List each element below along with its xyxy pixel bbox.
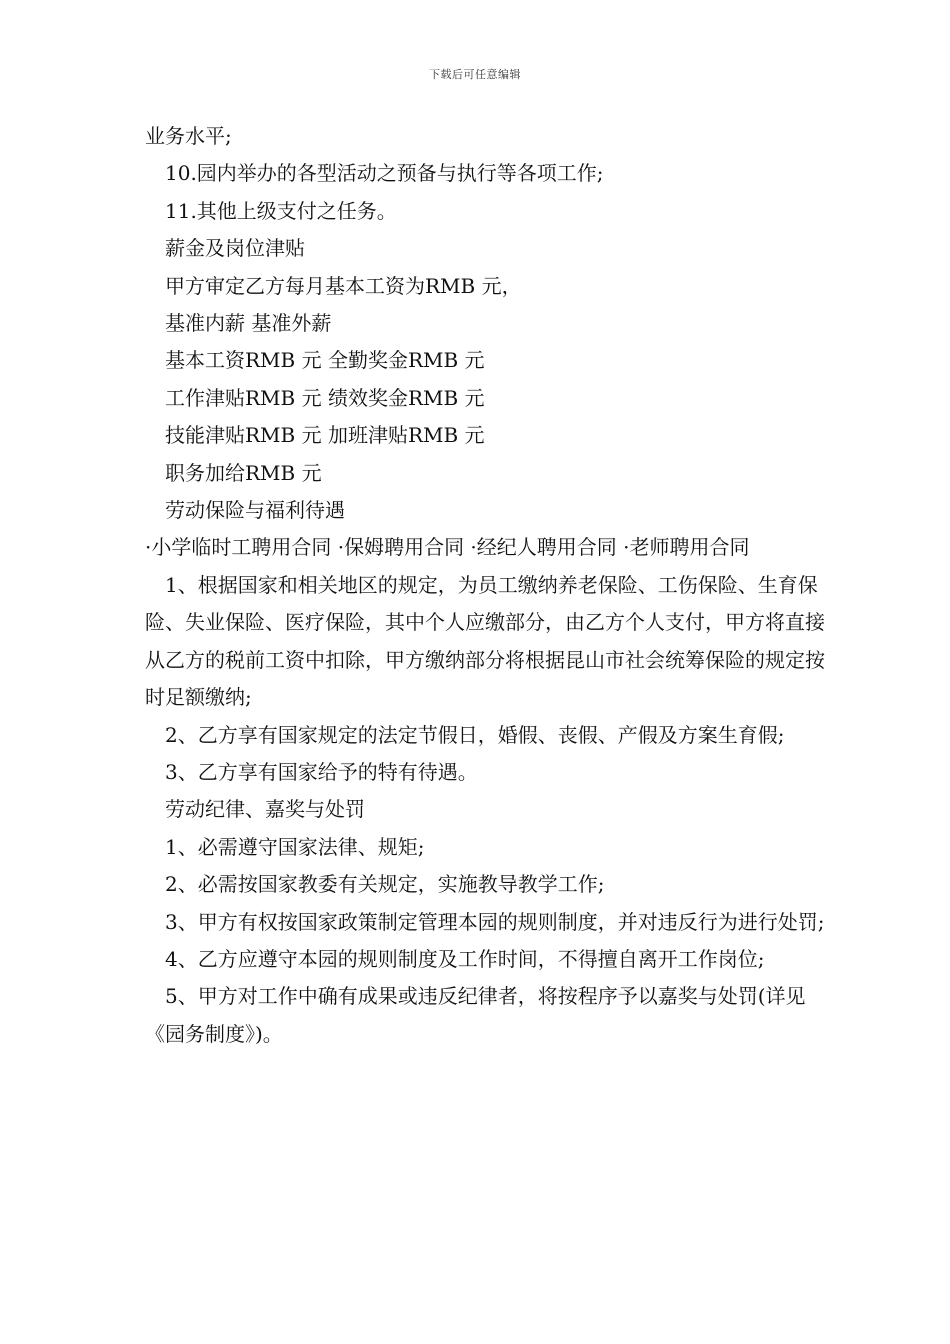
paragraph: 业务水平; bbox=[145, 124, 232, 148]
section-heading: 劳动保险与福利待遇 bbox=[165, 498, 345, 523]
paragraph: 2、必需按国家教委有关规定，实施教导教学工作; bbox=[165, 872, 605, 897]
paragraph: 职务加给RMB 元 bbox=[165, 460, 322, 485]
paragraph: 1、必需遵守国家法律、规矩; bbox=[165, 834, 425, 859]
paragraph: 技能津贴RMB 元 加班津贴RMB 元 bbox=[165, 423, 485, 448]
paragraph: 甲方审定乙方每月基本工资为RMB 元， bbox=[165, 273, 522, 298]
section-heading: 薪金及岗位津贴 bbox=[165, 236, 305, 261]
related-links-line: ·小学临时工聘用合同 ·保姆聘用合同 ·经纪人聘用合同 ·老师聘用合同 bbox=[145, 535, 750, 560]
paragraph: 10.园内举办的各型活动之预备与执行等各项工作; bbox=[165, 161, 604, 186]
section-heading: 劳动纪律、嘉奖与处罚 bbox=[165, 797, 365, 822]
page-header: 下载后可任意编辑 bbox=[429, 68, 521, 81]
document-body bbox=[145, 118, 825, 1053]
paragraph: 4、乙方应遵守本园的规则制度及工作时间，不得擅自离开工作岗位; bbox=[165, 946, 765, 971]
paragraph: 工作津贴RMB 元 绩效奖金RMB 元 bbox=[165, 385, 485, 410]
paragraph: 基本工资RMB 元 全勤奖金RMB 元 bbox=[165, 348, 485, 373]
paragraph: 3、甲方有权按国家政策制定管理本园的规则制度，并对违反行为进行处罚; bbox=[165, 909, 825, 934]
paragraph: 3、乙方享有国家给予的特有待遇。 bbox=[165, 759, 478, 784]
paragraph: 2、乙方享有国家规定的法定节假日，婚假、丧假、产假及方案生育假; bbox=[165, 722, 785, 747]
paragraph: 基准内薪 基准外薪 bbox=[165, 311, 332, 336]
paragraph: 1、根据国家和相关地区的规定，为员工缴纳养老保险、工伤保险、生育保险、失业保险、医疗保险，其中个人应缴部分，由乙方个人支付，甲方将直接从乙方的税前工资中扣除，甲方缴纳部分将根据昆山市社会统筹保险的规定按时足额缴纳; bbox=[145, 572, 825, 710]
paragraph: 5、甲方对工作中确有成果或违反纪律者，将按程序予以嘉奖与处罚(详见《园务制度》)。 bbox=[145, 984, 806, 1046]
paragraph: 11.其他上级支付之任务。 bbox=[165, 198, 397, 223]
